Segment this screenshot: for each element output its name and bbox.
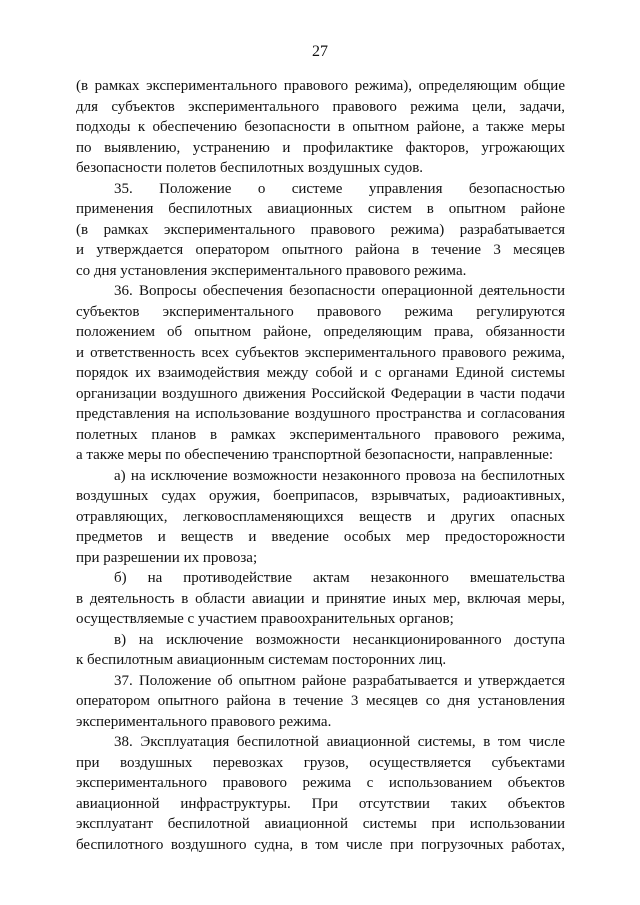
text-line: а также меры по обеспечению транспортной безопасности, направленные:	[76, 447, 554, 463]
text-line: (в рамках экспериментального правового режима) разрабатывается	[76, 221, 565, 238]
text-line: 36. Вопросы обеспечения безопасности операционной деятельности	[114, 283, 565, 299]
text-line: а) на исключение возможности незаконного провоза на беспилотных	[114, 467, 565, 484]
text-line: по выявлению, устранению и профилактике факторов, угрожающих	[76, 139, 565, 156]
text-line: предметов и веществ и введение особых мер предосторожности	[76, 529, 565, 545]
text-line: экспериментального правового режима.	[76, 713, 332, 730]
text-line: подходы к обеспечению безопасности в опытном районе, а также меры	[76, 119, 565, 135]
text-line: 38. Эксплуатация беспилотной авиационной системы, в том числе	[114, 734, 565, 750]
text-line: осуществляемые с участием правоохранительных органов;	[76, 611, 454, 627]
text-line: положением об опытном районе, определяющим права, обязанности	[76, 324, 565, 340]
text-line: безопасности полетов беспилотных воздушных судов.	[76, 160, 424, 176]
text-line: и утверждается оператором опытного района в течение 3 месяцев	[76, 242, 565, 258]
text-line: отравляющих, легковоспламеняющихся веществ и других опасных	[76, 508, 565, 525]
text-line: организации воздушного движения Российской Федерации в части подачи	[76, 385, 565, 402]
text-line: при разрешении их провоза;	[76, 549, 258, 566]
text-line: б) на противодействие актам незаконного вмешательства	[114, 570, 565, 586]
text-line: и ответственность всех субъектов экспериментального правового режима,	[76, 344, 565, 361]
text-line: (в рамках экспериментального правового режима), определяющим общие	[76, 78, 565, 94]
text-line: экспериментального правового режима с использованием объектов	[76, 775, 565, 791]
text-line: со дня установления экспериментального правового режима.	[76, 262, 467, 279]
text-line: применения беспилотных авиационных систем в опытном районе	[76, 201, 565, 217]
text-line: оператором опытного района в течение 3 месяцев со дня установления	[76, 693, 565, 709]
text-line: 35. Положение о системе управления безопасностью	[114, 180, 565, 197]
text-line: для субъектов экспериментального правового режима цели, задачи,	[76, 98, 565, 115]
text-line: субъектов экспериментального правового режима регулируются	[76, 303, 565, 320]
text-line: в) на исключение возможности несанкционированного доступа	[114, 631, 565, 648]
text-line: при воздушных перевозках грузов, осуществляется субъектами	[76, 754, 565, 771]
text-line: в деятельность в области авиации и принятие иных мер, включая меры,	[76, 590, 565, 607]
text-line: порядок их взаимодействия между собой и с органами Единой системы	[76, 365, 565, 381]
text-line: полетных планов в рамках экспериментального правового режима,	[76, 426, 565, 443]
text-line: представления на использование воздушного пространства и согласования	[76, 406, 565, 422]
document-body	[76, 76, 565, 855]
text-line: воздушных судах оружия, боеприпасов, взрывчатых, радиоактивных,	[76, 488, 565, 504]
text-line: беспилотного воздушного судна, в том числе при погрузочных работах,	[76, 836, 565, 853]
text-line: авиационной инфраструктуры. При отсутствии таких объектов	[76, 795, 565, 812]
text-line: эксплуатант беспилотной авиационной системы при использовании	[76, 816, 565, 832]
text-line: к беспилотным авиационным системам посторонних лиц.	[76, 652, 447, 668]
page-number: 27	[312, 43, 328, 60]
text-line: 37. Положение об опытном районе разрабатывается и утверждается	[114, 672, 565, 689]
